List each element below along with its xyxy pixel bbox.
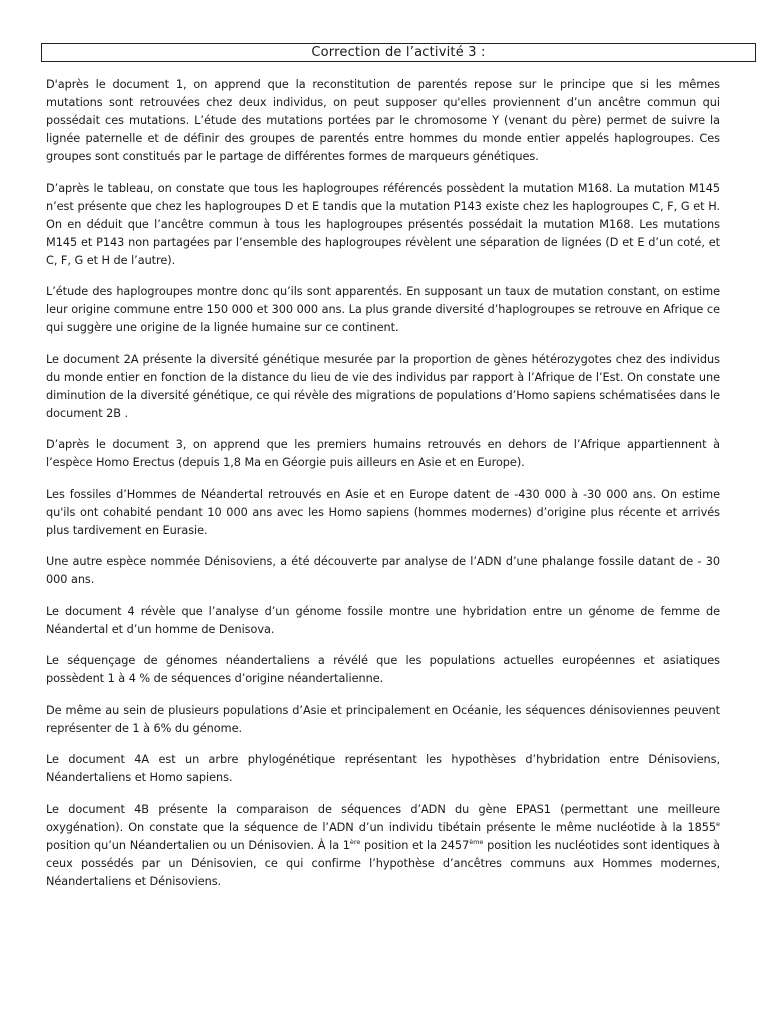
superscript-e: e (716, 819, 720, 828)
paragraph-12 (46, 801, 720, 891)
paragraph-12-part-2: position qu’un Néandertalien ou un Dénisovien. À la 1 (46, 838, 350, 852)
paragraph-3: L’étude des haplogroupes montre donc qu’ils sont apparentés. En supposant un taux de mutation constant, on estime leur origine commune entre 150 000 et 300 000 ans. La plus grande diversité d’haplogroupes se retrouve en Afrique ce qui suggère une origine de la lignée humaine sur ce continent. (46, 285, 720, 334)
paragraph-1: D'après le document 1, on apprend que la reconstitution de parentés repose sur le principe que si les mêmes mutations sont retrouvées chez deux individus, on peut supposer qu'elles proviennent d’un ancêtre commun qui possédait ces mutations. L’étude des mutations portées par le chromosome Y (venant du père) permet de suivre la lignée paternelle et de définir des groupes de parentés entre hommes du monde entier appelés haplogroupes. Ces groupes sont constitués par le partage de différentes formes de marqueurs génétiques. (46, 78, 720, 163)
superscript-ere: ère (349, 837, 361, 846)
paragraph-9: Le séquençage de génomes néandertaliens a révélé que les populations actuelles européennes et asiatiques possèdent 1 à 4 % de séquences d’origine néandertalienne. (46, 654, 720, 685)
paragraph-10: De même au sein de plusieurs populations d’Asie et principalement en Océanie, les séquences dénisoviennes peuvent représenter de 1 à 6% du génome. (46, 703, 720, 735)
superscript-eme: ème (469, 837, 484, 846)
document-body (46, 76, 720, 904)
paragraph-4: Le document 2A présente la diversité génétique mesurée par la proportion de gènes hétérozygotes chez des individus du monde entier en fonction de la distance du lieu de vie des individus par rapport à l’Afrique de l’Est. On constate une diminution de la diversité génétique, ce qui révèle des migrations de populations d’Homo sapiens schématisées dans le document 2B . (46, 352, 720, 420)
paragraph-8: Le document 4 révèle que l’analyse d’un génome fossile montre une hybridation entre un génome de femme de Néandertal et d’un homme de Denisova. (46, 604, 720, 636)
paragraph-11: Le document 4A est un arbre phylogénétique représentant les hypothèses d’hybridation entre Dénisoviens, Néandertaliens et Homo sapiens. (46, 753, 720, 784)
page-title: Correction de l’activité 3 : (41, 43, 756, 62)
paragraph-7: Une autre espèce nommée Dénisoviens, a été découverte par analyse de l’ADN d’une phalange fossile datant de - 30 000 ans. (46, 555, 720, 586)
paragraph-6: Les fossiles d’Hommes de Néandertal retrouvés en Asie et en Europe datent de -430 000 à -30 000 ans. On estime qu'ils ont cohabité pendant 10 000 ans avec les Homo sapiens (hommes modernes) d’origine plus récente et arrivés plus tardivement en Eurasie. (46, 487, 720, 537)
paragraph-12-part-4: position les nucléotides sont identiques à ceux possédés par un Dénisovien, ce qui confirme l’hypothèse d’ancêtres communs aux Hommes modernes, Néandertaliens et Dénisoviens. (46, 838, 720, 888)
paragraph-5: D’après le document 3, on apprend que les premiers humains retrouvés en dehors de l’Afrique appartiennent à l’espèce Homo Erectus (depuis 1,8 Ma en Géorgie puis ailleurs en Asie et en Europe). (46, 438, 720, 469)
paragraph-12-part-1: Le document 4B présente la comparaison de séquences d’ADN du gène EPAS1 (permettant une meilleure oxygénation). On constate que la séquence de l’ADN d’un individu tibétain présente le même nucléotide à la 1855 (46, 802, 720, 834)
paragraph-12-part-3: position et la 2457 (360, 838, 470, 852)
paragraph-2: D’après le tableau, on constate que tous les haplogroupes référencés possèdent la mutation M168. La mutation M145 n’est présente que chez les haplogroupes D et E tandis que la mutation P143 existe chez les haplogroupes C, F, G et H. On en déduit que l’ancêtre commun à tous les haplogroupes présentés possédait la mutation M168. Les mutations M145 et P143 non partagées par l’ensemble des haplogroupes révèlent une séparation de lignées (D et E d’un coté, et C, F, G et H de l’autre). (46, 181, 720, 267)
